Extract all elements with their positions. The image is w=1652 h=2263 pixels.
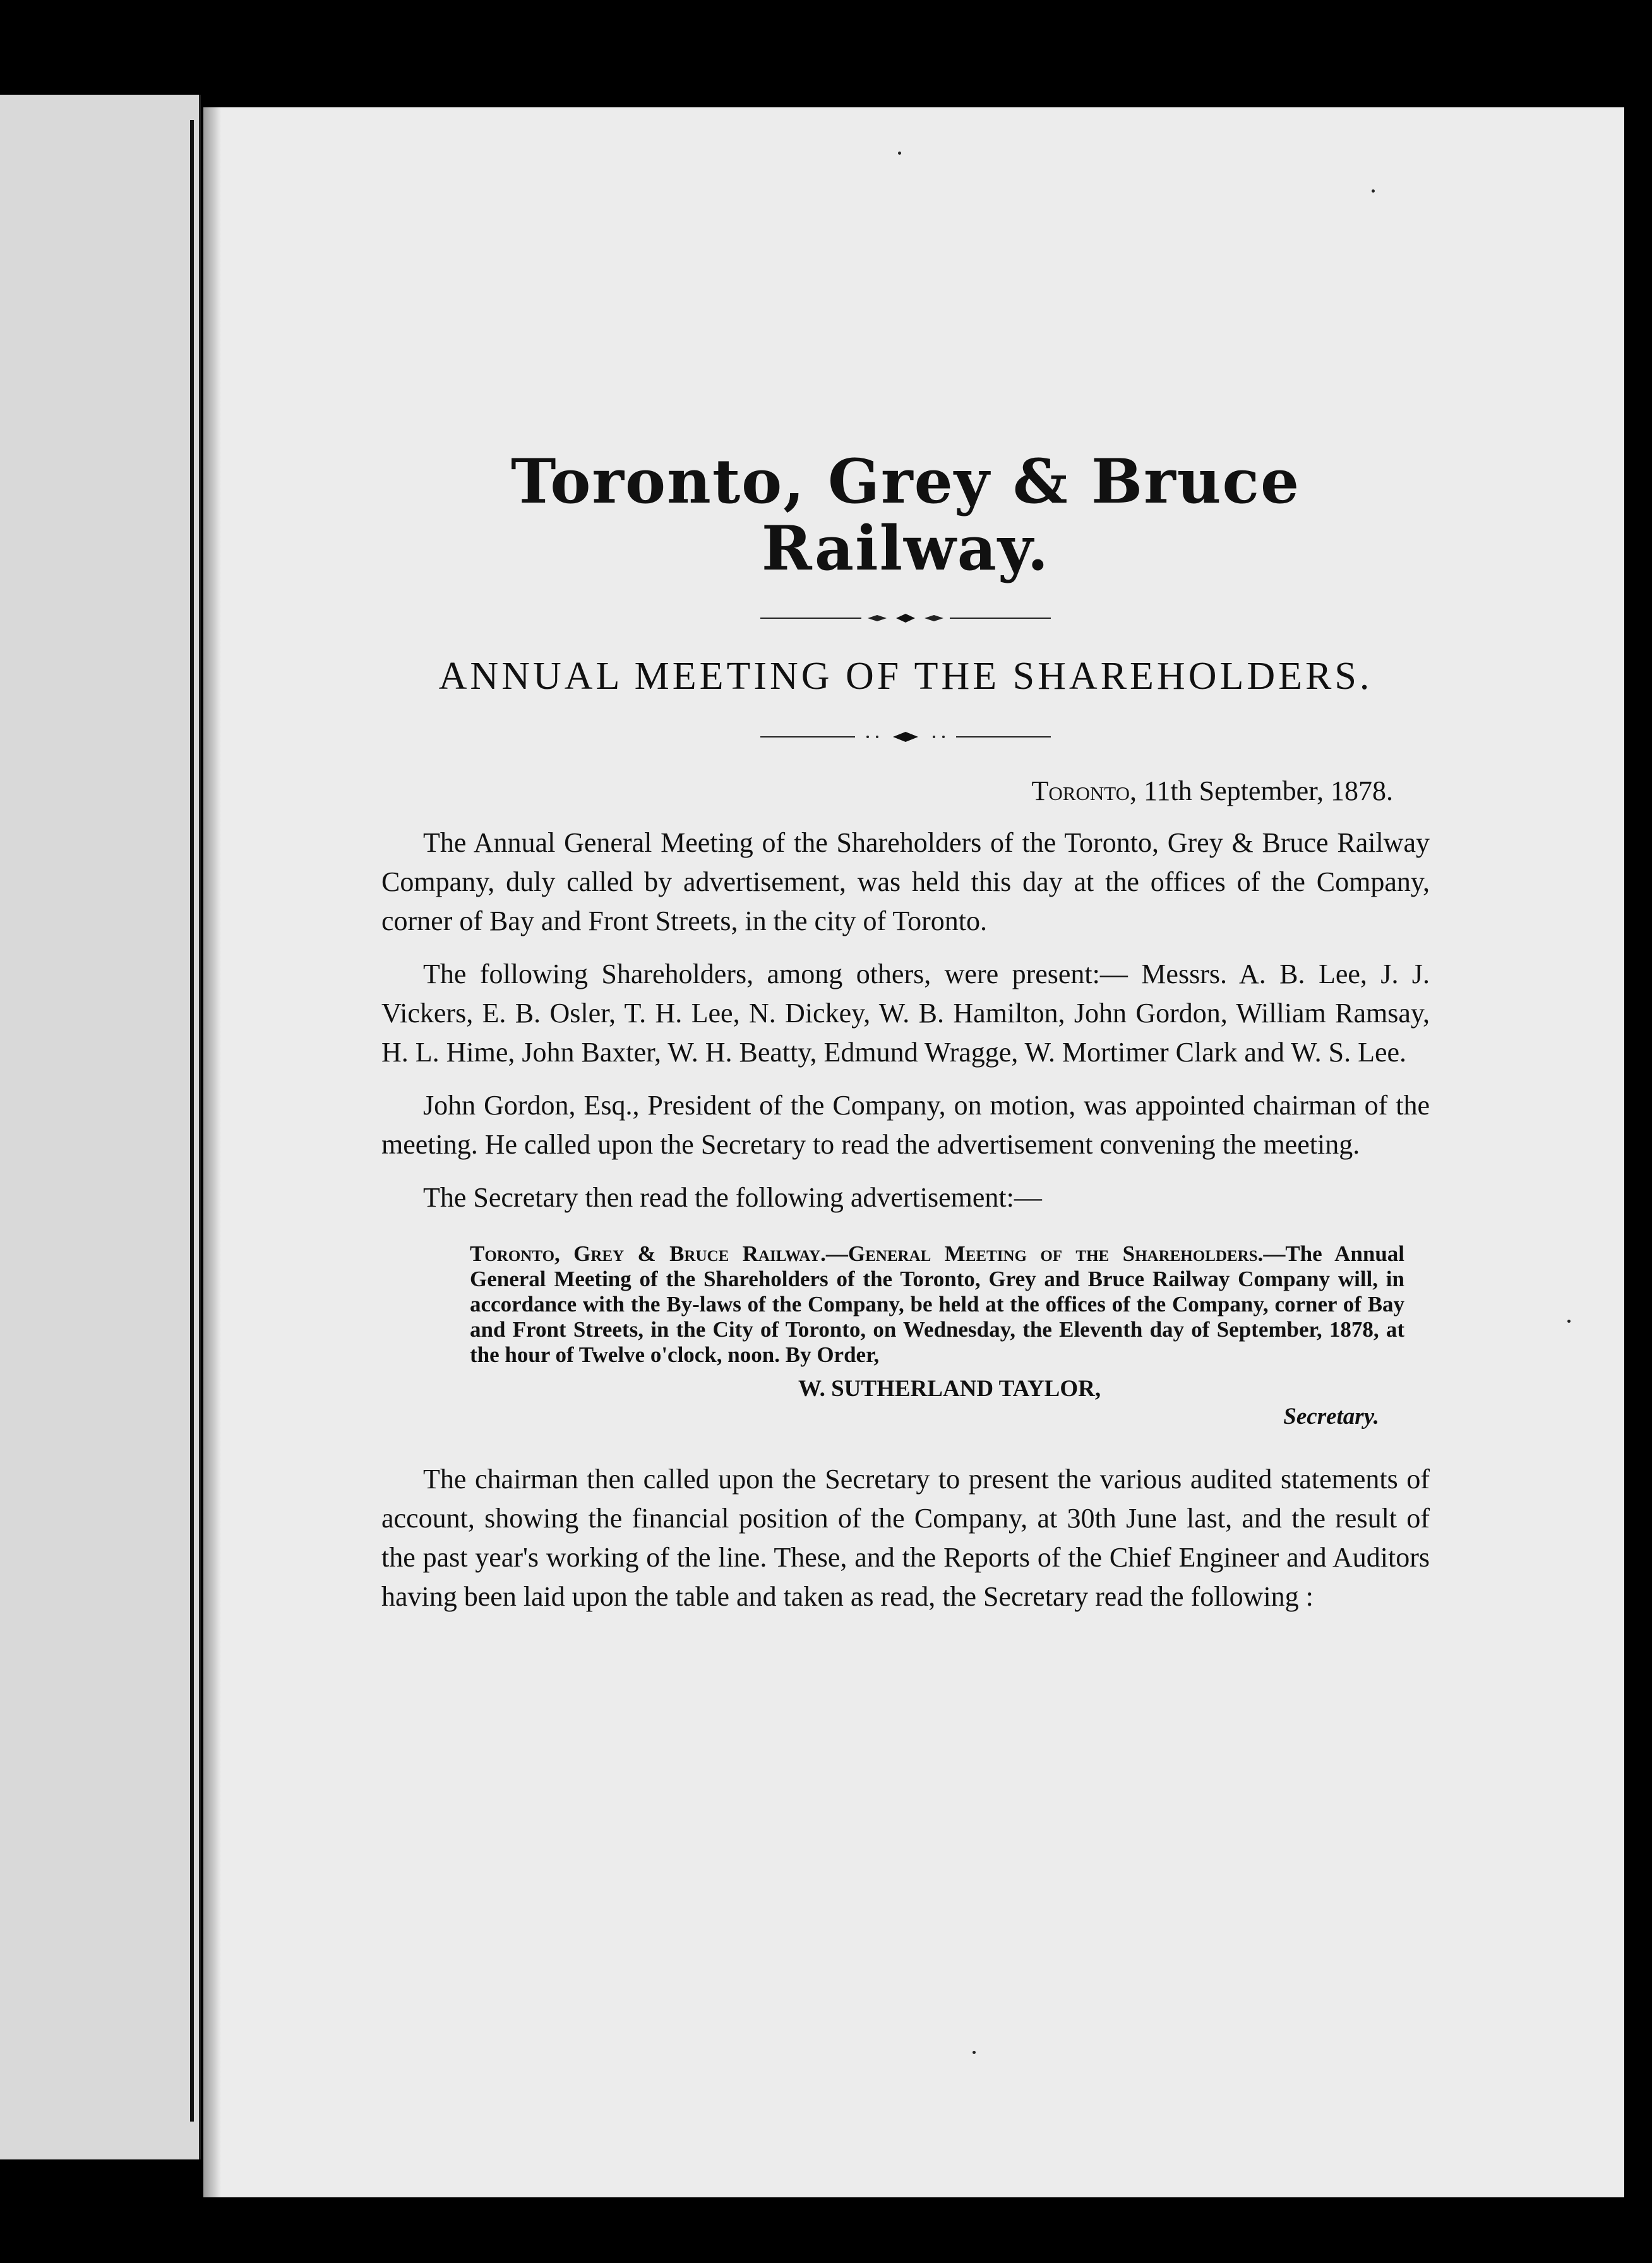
paragraph-statements-presented: The chairman then called upon the Secretary to present the various audited statements of account, showing the financial position of the Company, at 30th June last, and the result of the past year's working of the line. These, and the Reports of the Chief Engineer and Auditors having been laid upon the table and taken as read, the Secretary read the following :	[381, 1464, 1430, 1613]
ornamental-rule-icon	[760, 731, 1051, 743]
paragraph-shareholders-present: The following Shareholders, among others, were present:— Messrs. A. B. Lee, J. J. Vickers, E. B. Osler, T. H. Lee, N. Dickey, W. B. Hamilton, John Gordon, William Ramsay, H. L. Hime, John Baxter, W. H. Beatty, Edmund Wragge, W. Mortimer Clark and W. S. Lee.	[381, 958, 1430, 1068]
notice-signatory-role: Secretary.	[1283, 1404, 1379, 1430]
document-page	[203, 107, 1624, 2197]
ink-speck	[1567, 1320, 1571, 1323]
paragraph-advertisement-read: The Secretary then read the following advertisement:—	[423, 1182, 1042, 1214]
ornamental-rule-icon	[760, 612, 1051, 624]
dateline	[381, 775, 1430, 808]
advertisement-notice	[470, 1241, 1404, 1431]
section-heading: ANNUAL MEETING OF THE SHAREHOLDERS.	[438, 655, 1373, 698]
page-content	[381, 107, 1430, 1616]
paragraph-chairman-appointed: John Gordon, Esq., President of the Company, on motion, was appointed chairman of the meeting. He called upon the Secretary to read the advertisement convening the meeting.	[381, 1090, 1430, 1161]
facing-page-edge	[0, 95, 201, 2159]
masthead-title: Toronto, Grey & Bruce Railway.	[510, 446, 1301, 584]
notice-signatory: W. SUTHERLAND TAYLOR,	[798, 1376, 1101, 1402]
ink-speck	[973, 2051, 976, 2054]
dateline-place: Toronto,	[1031, 775, 1137, 807]
notice-text: —The Annual General Meeting of the Shareholders of the Toronto, Grey and Bruce Railway Company will, in accordance with the By-laws of the Company, be held at the offices of the Company, corner of Bay and Front Streets, in the City of Toronto, on Wednesday, the Eleventh day of September, 1878, at the hour of Twelve o'clock, noon. By Order,	[470, 1241, 1405, 1368]
dateline-date: 11th September, 1878.	[1144, 775, 1393, 807]
notice-lead: Toronto, Grey & Bruce Railway.—General Meeting of the Shareholders.	[470, 1241, 1264, 1267]
page-gutter-shadow	[203, 107, 221, 2197]
paragraph-meeting-held: The Annual General Meeting of the Shareholders of the Toronto, Grey & Bruce Railway Company, duly called by advertisement, was held this day at the offices of the Company, corner of Bay and Front Streets, in the city of Toronto.	[381, 827, 1430, 937]
